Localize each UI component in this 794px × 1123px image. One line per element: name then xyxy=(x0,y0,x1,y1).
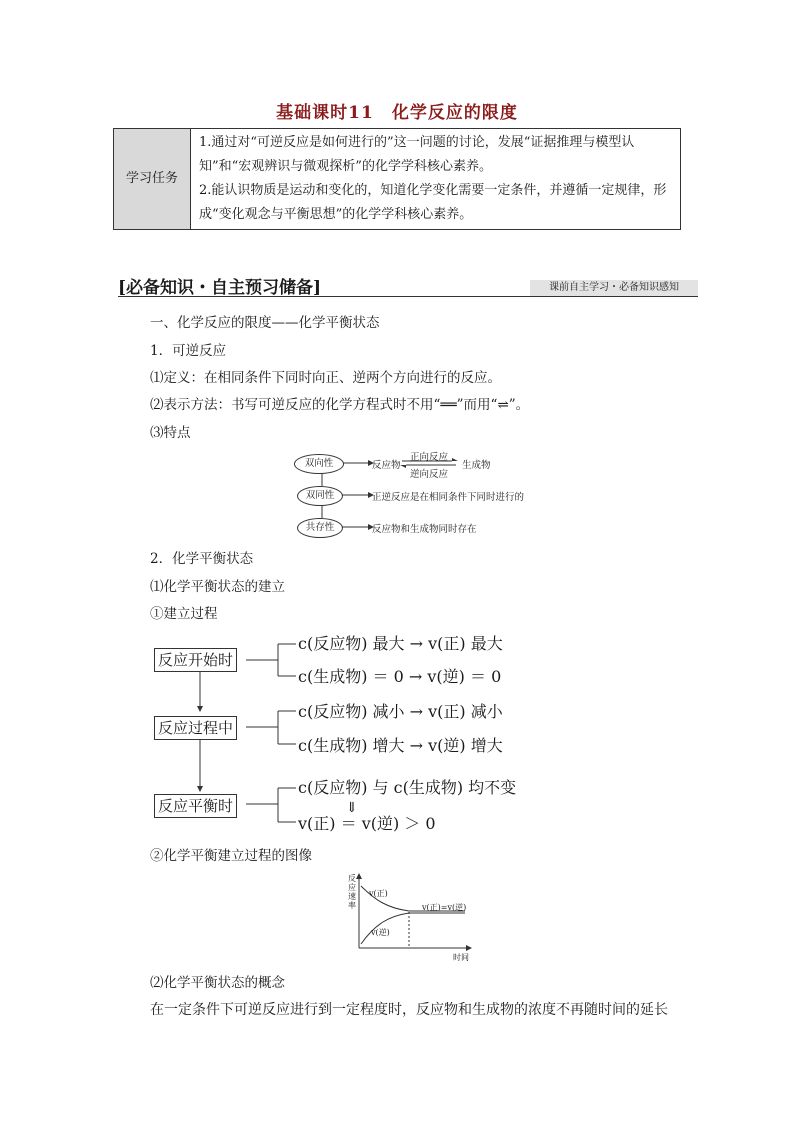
task-item-2: 2.能认识物质是运动和变化的，知道化学变化需要一定条件，并遵循一定规律，形成“变化观念与平衡思想”的化学学科核心素养。 xyxy=(199,183,667,222)
feature-2-desc: 正逆反应是在相同条件下同时进行的 xyxy=(372,492,525,503)
section-tag: 课前自主学习・必备知识感知 xyxy=(530,280,698,296)
equilibrium-annotation: v(正)=v(逆) xyxy=(422,903,467,912)
stage-start-box: 反应开始时 xyxy=(154,648,237,672)
stage-middle-box: 反应过程中 xyxy=(154,716,237,740)
heading-3: 2．化学平衡状态 xyxy=(150,551,254,567)
heading-2: 1．可逆反应 xyxy=(150,343,227,359)
image-heading: ②化学平衡建立过程的图像 xyxy=(150,848,312,864)
feature-1-product: 生成物 xyxy=(462,460,491,471)
section-divider xyxy=(118,296,698,297)
feature-1-reactant: 反应物 xyxy=(372,460,401,471)
process-heading: ①建立过程 xyxy=(150,606,218,622)
x-axis-label: 时间 xyxy=(453,953,469,962)
feature-1-ellipse: 双向性 xyxy=(294,454,344,474)
feature-2-ellipse: 双同性 xyxy=(297,486,343,506)
feature-3-ellipse: 共存性 xyxy=(297,518,343,538)
learning-task-table xyxy=(113,128,681,230)
representation: ⑵表示方法：书写可逆反应的化学方程式时不用“══”而用“⇌”。 xyxy=(150,397,530,413)
build-heading: ⑴化学平衡状态的建立 xyxy=(150,579,285,595)
task-item-1: 1.通过对“可逆反应是如何进行的”这一问题的讨论，发展“证据推理与模型认知”和“宏观辨识与微观探析”的化学学科核心素养。 xyxy=(199,135,635,174)
feature-1-forward: 正向反应 xyxy=(410,452,449,463)
start-line-2: c(生成物) ＝ 0 → v(逆) ＝ 0 xyxy=(298,667,502,686)
feature-3-desc: 反应物和生成物同时存在 xyxy=(372,524,477,535)
start-line-1: c(反应物) 最大 → v(正) 最大 xyxy=(298,634,503,653)
series-forward-label: v(正) xyxy=(369,889,388,898)
definition: ⑴定义：在相同条件下同时向正、逆两个方向进行的反应。 xyxy=(150,370,501,386)
features-diagram xyxy=(290,448,540,540)
series-reverse-label: v(逆) xyxy=(371,928,390,937)
rate-chart xyxy=(345,872,475,964)
section-heading: [必备知识・自主预习储备] xyxy=(118,278,322,298)
task-label: 学习任务 xyxy=(114,129,191,230)
stage-end-box: 反应平衡时 xyxy=(154,794,237,818)
middle-line-2: c(生成物) 增大 → v(逆) 增大 xyxy=(298,736,503,755)
end-line-2: v(正) ＝ v(逆) ＞ 0 xyxy=(298,814,436,833)
middle-line-1: c(反应物) 减小 → v(正) 减小 xyxy=(298,702,503,721)
concept-heading: ⑵化学平衡状态的概念 xyxy=(150,975,285,991)
heading-1: 一、化学反应的限度——化学平衡状态 xyxy=(150,315,380,331)
y-axis-label: 反应速率 xyxy=(348,874,356,910)
concept-text: 在一定条件下可逆反应进行到一定程度时，反应物和生成物的浓度不再随时间的延长 xyxy=(150,1002,668,1018)
task-content xyxy=(191,129,681,230)
feature-1-reverse: 逆向反应 xyxy=(410,469,449,480)
end-line-1: c(反应物) 与 c(生成物) 均不变 xyxy=(298,778,517,797)
page-title: 基础课时11 化学反应的限度 xyxy=(276,103,518,123)
end-arrow: ⇓ xyxy=(346,800,358,816)
features-heading: ⑶特点 xyxy=(150,425,191,441)
